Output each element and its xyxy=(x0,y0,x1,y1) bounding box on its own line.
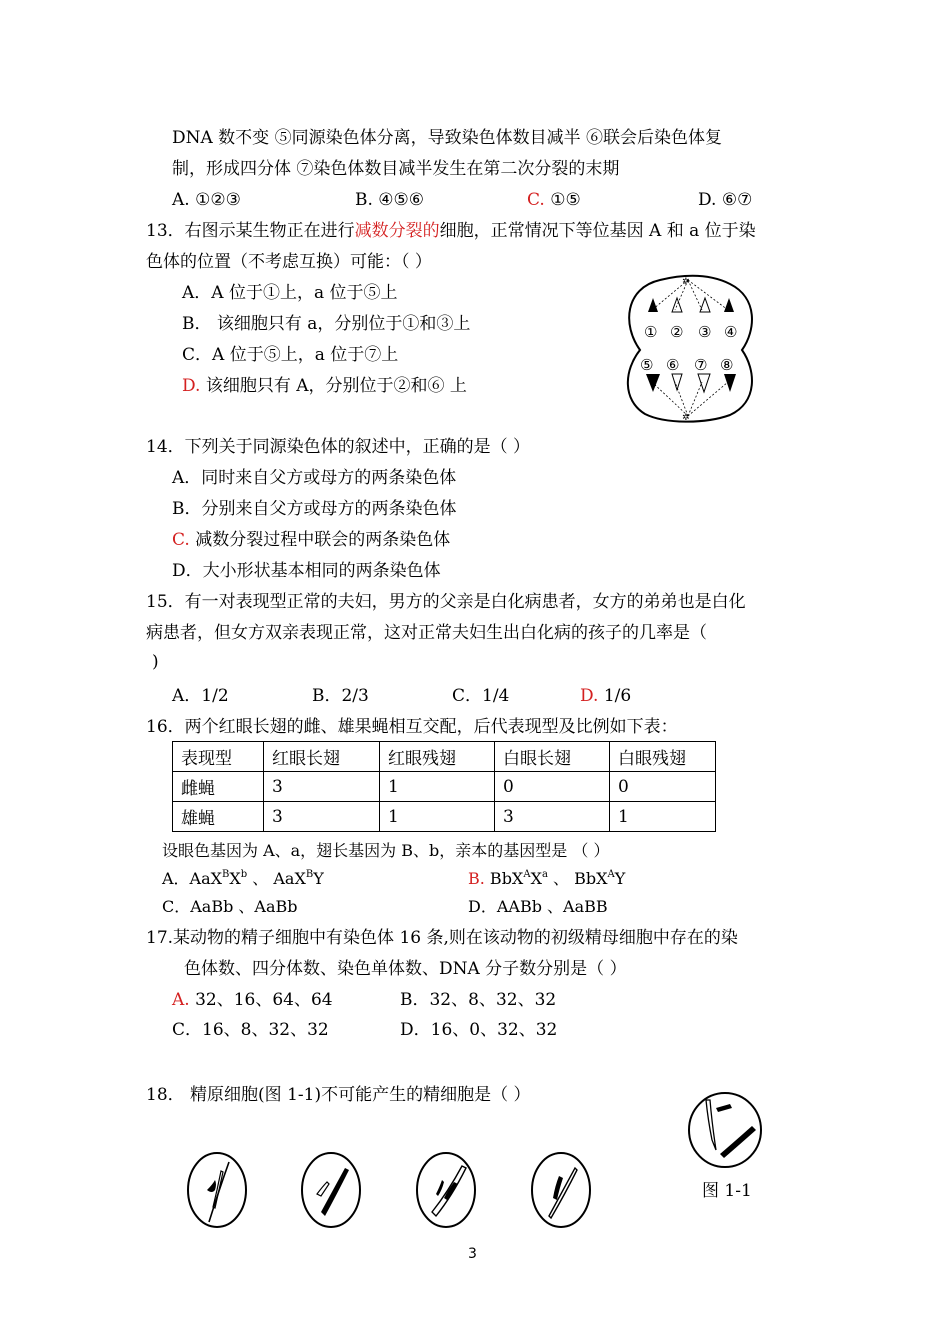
q16-option-b: B. $BbX^AX^a$ 、 BbX$^A$Y xyxy=(468,869,626,888)
table-cell: 3 xyxy=(264,802,380,832)
q15-option-c: C．1/4 xyxy=(452,686,510,706)
table-cell: 雌蝇 xyxy=(173,772,264,802)
phenotype-table xyxy=(172,741,716,832)
table-cell: 3 xyxy=(264,772,380,802)
table-cell: 雄蝇 xyxy=(173,802,264,832)
q13-option-c: C．A 位于⑤上，a 位于⑦上 xyxy=(182,345,399,365)
table-cell: 1 xyxy=(380,772,495,802)
fig-label-3: ③ xyxy=(698,323,712,341)
table-cell: 3 xyxy=(495,802,610,832)
q15-option-b: B．2/3 xyxy=(312,686,369,706)
svg-text:✲: ✲ xyxy=(682,413,690,423)
q13-stem-line2: 色体的位置（不考虑互换）可能：（ ） xyxy=(146,252,432,272)
q18-cell-option-1 xyxy=(185,1150,249,1230)
table-cell: 0 xyxy=(610,772,716,802)
q16-answer-mark: B. xyxy=(468,869,485,888)
q12-option-d: D. ⑥⑦ xyxy=(698,190,753,210)
fig-label-4: ④ xyxy=(724,323,738,341)
q14-stem: 14．下列关于同源染色体的叙述中，正确的是（ ） xyxy=(146,437,531,457)
table-header-cell: 白眼残翅 xyxy=(610,742,716,772)
q15-stem-line2: 病患者，但女方双亲表现正常，这对正常夫妇生出白化病的孩子的几率是（ xyxy=(146,623,707,643)
q14-option-c: C. 减数分裂过程中联会的两条染色体 xyxy=(172,530,451,550)
table-header-row xyxy=(173,742,716,772)
q18-stem: 18． 精原细胞(图 1-1)不可能产生的精细胞是（ ） xyxy=(146,1085,531,1105)
q17-option-c: C．16、8、32、32 xyxy=(172,1020,329,1040)
fig-label-2: ② xyxy=(670,323,684,341)
q12-option-c: C. ①⑤ xyxy=(527,190,581,210)
q16-option-c: C．AaBb 、AaBb xyxy=(162,897,298,916)
q18-cell-option-2 xyxy=(299,1150,363,1230)
fig-label-8: ⑧ xyxy=(720,356,734,374)
q17-answer-mark: A. xyxy=(172,990,190,1010)
q16-stem: 16．两个红眼长翅的雌、雄果蝇相互交配，后代表现型及比例如下表： xyxy=(146,717,678,737)
q16-question: 设眼色基因为 A、a，翅长基因为 B、b，亲本的基因型是 （ ） xyxy=(162,841,610,860)
table-cell: 1 xyxy=(610,802,716,832)
figure-caption: 图 1-1 xyxy=(702,1181,752,1201)
q15-option-d: D. 1/6 xyxy=(580,686,632,706)
q14-answer-mark: C. xyxy=(172,530,190,550)
table-row xyxy=(173,802,716,832)
q14-option-d: D．大小形状基本相同的两条染色体 xyxy=(172,561,441,581)
q13-highlight: 减数分裂的 xyxy=(354,221,440,241)
fig-label-7: ⑦ xyxy=(694,356,708,374)
fig-label-6: ⑥ xyxy=(666,356,680,374)
q12-option-a: A. ①②③ xyxy=(172,190,241,210)
svg-text:✲: ✲ xyxy=(682,277,690,287)
fig-label-1: ① xyxy=(644,323,658,341)
q12-option-b: B. ④⑤⑥ xyxy=(355,190,425,210)
q14-option-b: B．分别来自父方或母方的两条染色体 xyxy=(172,499,457,519)
table-cell: 0 xyxy=(495,772,610,802)
table-header-cell: 表现型 xyxy=(173,742,264,772)
fig-label-5: ⑤ xyxy=(640,356,654,374)
q13-cell-figure xyxy=(620,270,760,426)
q13-answer-mark: D. xyxy=(182,376,201,396)
q13-option-a: A．A 位于①上，a 位于⑤上 xyxy=(182,283,398,303)
q13-stem-line1: 13．右图示某生物正在进行减数分裂的细胞，正常情况下等位基因 A 和 a 位于染 xyxy=(146,221,756,241)
page-number: 3 xyxy=(468,1246,477,1262)
q17-option-b: B．32、8、32、32 xyxy=(400,990,557,1010)
q18-spermatogonium-figure xyxy=(686,1090,764,1170)
q15-option-a: A．1/2 xyxy=(172,686,229,706)
table-row xyxy=(173,772,716,802)
q17-stem-line1: 17.某动物的精子细胞中有染色体 16 条,则在该动物的初级精母细胞中存在的染 xyxy=(146,928,738,948)
q15-stem-line1: 15．有一对表现型正常的夫妇，男方的父亲是白化病患者，女方的弟弟也是白化 xyxy=(146,592,746,612)
q15-answer-mark: D. xyxy=(580,686,599,706)
table-header-cell: 白眼长翅 xyxy=(495,742,610,772)
q12-answer-mark: C. xyxy=(527,190,545,210)
q17-option-a: A. 32、16、64、64 xyxy=(172,990,333,1010)
q17-option-d: D．16、0、32、32 xyxy=(400,1020,558,1040)
q14-option-a: A．同时来自父方或母方的两条染色体 xyxy=(172,468,457,488)
q18-cell-option-4 xyxy=(529,1150,593,1230)
q13-option-d: D. 该细胞只有 A，分别位于②和⑥ 上 xyxy=(182,376,467,396)
q16-option-a: A．$AaX^BX^b$ 、 AaX$^B$Y xyxy=(162,869,324,888)
q13-option-b: B． 该细胞只有 a，分别位于①和③上 xyxy=(182,314,471,334)
q15-stem-line3: ) xyxy=(152,652,159,672)
q18-cell-option-3 xyxy=(414,1150,478,1230)
q16-option-d: D．AABb 、AaBB xyxy=(468,897,608,916)
q12-line1: DNA 数不变 ⑤同源染色体分离，导致染色体数目减半 ⑥联会后染色体复 xyxy=(172,128,722,148)
table-cell: 1 xyxy=(380,802,495,832)
table-header-cell: 红眼长翅 xyxy=(264,742,380,772)
q12-line2: 制，形成四分体 ⑦染色体数目减半发生在第二次分裂的末期 xyxy=(172,159,620,179)
q17-stem-line2: 色体数、四分体数、染色单体数、DNA 分子数分别是（ ） xyxy=(184,959,627,979)
table-header-cell: 红眼残翅 xyxy=(380,742,495,772)
